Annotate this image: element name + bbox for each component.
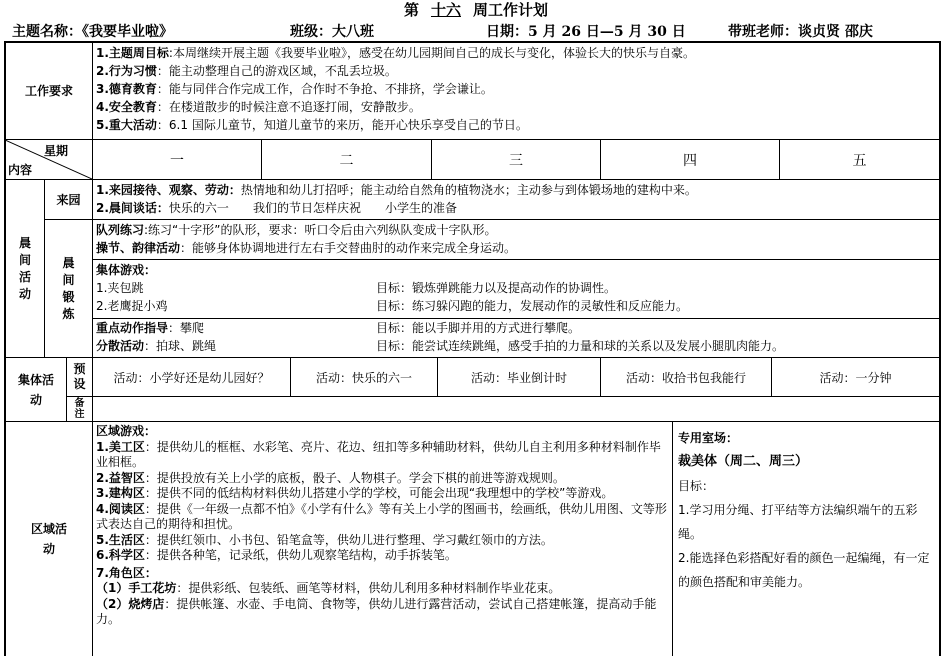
work-item-text: ：能与同伴合作完成工作，合作时不争抢、不排挤，学会谦让。 xyxy=(156,82,493,96)
arrival-text: 热情地和幼儿打招呼；能主动给自然角的植物浇水；主动参与到体锻场地的建构中来。 xyxy=(240,183,697,197)
role-item xyxy=(96,597,668,628)
special-title: 专用室场： xyxy=(678,431,739,445)
queue-title: 队列练习 xyxy=(96,223,145,237)
role-item-title: （1）手工花坊 xyxy=(96,581,177,595)
special-course: 裁美体（周二、周三） xyxy=(678,454,809,469)
arrival-content xyxy=(96,181,936,219)
free-goal: 目标：能尝试连续跳绳，感受手拍的力量和球的关系以及发展小腿肌肉能力。 xyxy=(376,339,785,353)
work-item-title: 3.德育教育 xyxy=(96,82,157,96)
exercise-label-cell xyxy=(45,220,92,357)
focus-goal: 目标：能以手脚并用的方式进行攀爬。 xyxy=(376,321,581,335)
group-activity-fri: 活动：一分钟 xyxy=(819,370,892,385)
day-monday: 一 xyxy=(170,152,184,169)
day-tuesday: 二 xyxy=(339,152,354,169)
gym-title: 操节、韵律活动 xyxy=(96,241,181,255)
work-item-title: 4.安全教育 xyxy=(96,100,157,114)
free-text: ：拍球、跳绳 xyxy=(144,339,217,353)
area-label: 区域活动 xyxy=(30,522,67,556)
preset-label: 预设 xyxy=(73,362,86,391)
morning-label-cell xyxy=(6,180,44,357)
work-item xyxy=(96,62,936,80)
area-title: 区域游戏： xyxy=(96,424,157,438)
area-item-title: 2.益智区 xyxy=(96,470,145,485)
content-header-label: 内容 xyxy=(8,163,33,177)
work-item xyxy=(96,80,936,98)
game-name: 2.老鹰捉小鸡 xyxy=(96,299,168,313)
gym-text: ：能够身体协调地进行左右手交替曲肘的动作来完成全身运动。 xyxy=(180,241,517,255)
group-label: 集体活动 xyxy=(17,372,54,407)
area-item-text: ：提供红领巾、小书包、铅笔盒等，供幼儿进行整理、学习戴红领巾的方法。 xyxy=(144,532,553,547)
talk-topic: 小学生的准备 xyxy=(384,201,457,215)
class-name: 班级：大八班 xyxy=(290,24,374,40)
area-item xyxy=(96,471,668,487)
work-item-title: 5.重大活动 xyxy=(96,118,157,132)
area-item-title: 6.科学区 xyxy=(96,548,145,562)
special-goal: 2.能选择色彩搭配好看的颜色一起编绳，有一定的颜色搭配和审美能力。 xyxy=(678,551,930,589)
free-title: 分散活动 xyxy=(96,339,145,353)
work-item xyxy=(96,116,936,134)
morning-label: 晨间活动 xyxy=(18,235,31,301)
area-item-title: 5.生活区 xyxy=(96,532,145,547)
area-item-title: 1.美工区 xyxy=(96,439,145,454)
work-item xyxy=(96,98,936,116)
title-week-number: 十六 xyxy=(430,1,461,19)
game-goal: 目标：练习躲闪跑的能力，发展动作的灵敏性和反应能力。 xyxy=(376,299,689,313)
queue-text: :练习“十字形”的队形，要求：听口令后由六列纵队变成十字队形。 xyxy=(144,223,497,237)
work-item-title: 1.主题周目标 xyxy=(96,46,169,60)
talk-title: 2.晨间谈话： xyxy=(96,201,169,215)
exercise-queue xyxy=(96,221,936,259)
special-goal: 1.学习用分绳、打平结等方法编织端午的五彩绳。 xyxy=(678,503,918,541)
exercise-label: 晨间锻炼 xyxy=(62,255,75,321)
exercise-focus xyxy=(96,319,936,357)
day-wednesday: 三 xyxy=(509,152,523,169)
game-row xyxy=(96,297,936,315)
role-item-text: ：提供帐篷、水壶、手电筒、食物等，供幼儿进行露营活动，尝试自己搭建帐篷，提高动手能力。 xyxy=(96,596,657,626)
arrival-label: 来园 xyxy=(56,193,81,207)
area-item xyxy=(96,548,668,564)
day-friday: 五 xyxy=(852,152,867,169)
group-games-title: 集体游戏： xyxy=(96,263,157,277)
group-activity-wed: 活动：毕业倒计时 xyxy=(470,370,567,385)
area-item xyxy=(96,533,668,549)
area-item-text: ：提供幼儿的框框、水彩笔、亮片、花边、纽扣等多种辅助材料，供幼儿自主利用多种材料制作毕业相框。 xyxy=(96,439,661,469)
game-row xyxy=(96,279,936,297)
work-item xyxy=(96,44,936,62)
special-goal-label: 目标： xyxy=(678,479,715,493)
role-item-text: ：提供彩纸、包装纸、画笔等材料，供幼儿利用多种材料制作毕业花束。 xyxy=(176,581,561,595)
week-header-label: 星期 xyxy=(44,144,69,158)
game-goal: 目标：锻炼弹跳能力以及提高动作的协调性。 xyxy=(376,281,617,295)
work-item-text: :本周继续开展主题《我要毕业啦》，感受在幼儿园期间自己的成长与变化，体验长大的快乐与自豪。 xyxy=(168,46,695,60)
work-item-text: ：在楼道散步的时候注意不追逐打闹，安静散步。 xyxy=(156,100,421,114)
talk-topic: 我们的节日怎样庆祝 xyxy=(252,201,361,215)
role-area-title: 7.角色区： xyxy=(96,565,157,580)
area-games xyxy=(96,424,668,656)
arrival-title: 1.来园接待、观察、劳动： xyxy=(96,183,241,197)
title-week-prefix: 第 xyxy=(403,1,419,19)
title-week-suffix: 周工作计划 xyxy=(473,1,549,19)
area-item-text: ：提供《一年级一点都不怕》《小学有什么》等有关上小学的图画书，绘画纸，供幼儿用图、文等形式表达自己的期待和担忧。 xyxy=(96,501,667,531)
note-label: 备注 xyxy=(74,398,85,420)
date-range: 日期：5 月 26 日—5 月 30 日 xyxy=(486,24,686,40)
work-item-text: ：能主动整理自己的游戏区域，不乱丢垃圾。 xyxy=(156,64,397,78)
group-activity-tue: 活动：快乐的六一 xyxy=(315,370,412,385)
special-room xyxy=(678,426,936,656)
area-item-text: ：提供投放有关上小学的底板，骰子、人物棋子。学会下棋的前进等游戏规则。 xyxy=(144,470,565,485)
group-activity-thu: 活动：收拾书包我能行 xyxy=(625,370,746,385)
area-item-title: 4.阅读区 xyxy=(96,501,145,516)
theme-name: 主题名称：《我要毕业啦》 xyxy=(12,24,173,40)
game-name: 1.夹包跳 xyxy=(96,281,144,295)
area-item xyxy=(96,502,668,533)
teacher-names: 带班老师：谈贞贤 邵庆 xyxy=(728,24,873,40)
area-item-text: ：提供不同的低结构材料供幼儿搭建小学的学校，可能会出现“我理想中的学校”等游戏。 xyxy=(144,486,614,500)
work-label: 工作要求 xyxy=(24,84,73,98)
day-thursday: 四 xyxy=(683,152,697,169)
work-item-text: ：6.1 国际儿童节，知道儿童节的来历，能开心快乐享受自己的节日。 xyxy=(156,118,528,132)
area-item-text: ：提供各种笔，记录纸，供幼儿观察笔结构，动手拆装笔。 xyxy=(144,548,457,562)
talk-topic: 快乐的六一 xyxy=(168,201,229,215)
header-row xyxy=(0,19,952,41)
work-requirements xyxy=(96,44,936,138)
page-title xyxy=(0,0,952,20)
area-item-title: 3.建构区 xyxy=(96,486,145,500)
area-item xyxy=(96,486,668,502)
group-activity-mon: 活动：小学好还是幼儿园好？ xyxy=(113,370,270,385)
exercise-games xyxy=(96,261,936,318)
note-label-cell xyxy=(67,397,92,421)
focus-title: 重点动作指导 xyxy=(96,321,169,335)
preset-label-cell xyxy=(67,358,92,396)
role-item xyxy=(96,581,668,597)
area-item xyxy=(96,440,668,471)
focus-text: ：攀爬 xyxy=(168,321,205,335)
role-item-title: （2）烧烤店 xyxy=(96,596,165,611)
work-item-title: 2.行为习惯 xyxy=(96,64,157,78)
